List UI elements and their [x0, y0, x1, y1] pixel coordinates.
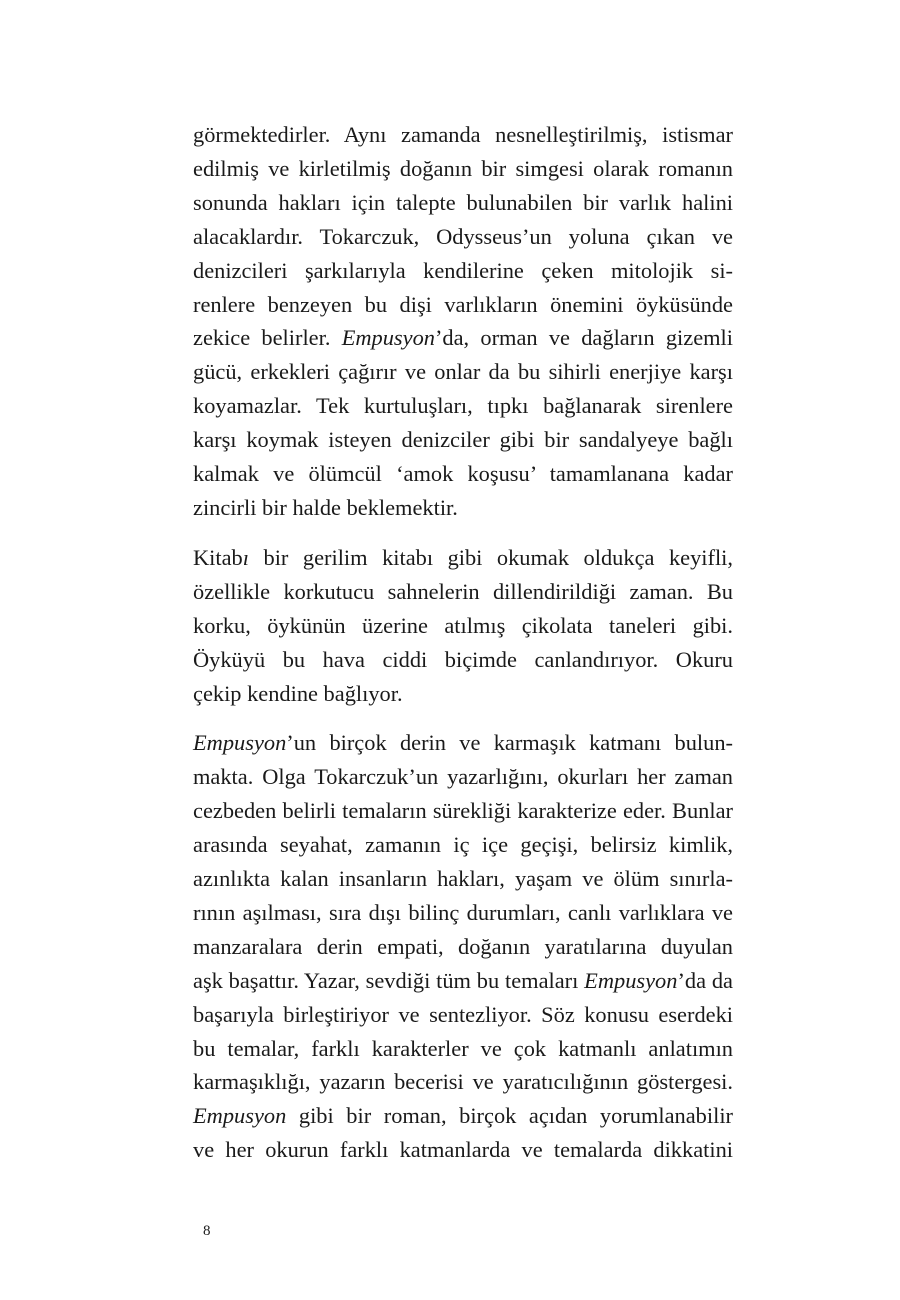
text-line — [193, 254, 733, 288]
italic-text: Empusyon — [341, 325, 435, 351]
text-line — [193, 541, 733, 575]
text-segment: sonunda hakları için talepte bulunabilen bir varlık halini — [193, 189, 733, 215]
text-segment: edilmiş ve kirletilmiş doğanın bir simgesi olarak romanın — [193, 155, 733, 181]
text-line — [193, 896, 733, 930]
text-segment: ’un birçok derin ve karmaşık katmanı bulun- — [286, 730, 733, 756]
text-line — [193, 288, 733, 322]
italic-text: ı — [242, 544, 249, 570]
text-line — [193, 1032, 733, 1066]
italic-text: Empusyon — [584, 967, 678, 993]
body-text — [193, 118, 733, 1183]
text-segment: Öyküyü bu hava ciddi biçimde canlandırıyor. Okuru — [193, 646, 733, 672]
text-line — [193, 964, 733, 998]
text-segment: başarıyla birleştiriyor ve sentezliyor. Söz konusu eserdeki — [193, 1001, 733, 1027]
text-line — [193, 575, 733, 609]
text-line — [193, 1065, 733, 1099]
text-segment: çekip kendine bağlıyor. — [193, 680, 403, 706]
text-segment: rının aşılması, sıra dışı bilinç durumları, canlı varlıklara ve — [193, 899, 733, 925]
text-line — [193, 220, 733, 254]
text-line — [193, 491, 733, 525]
page-number: 8 — [203, 1223, 211, 1239]
text-segment: alacaklardır. Tokarczuk, Odysseus’un yoluna çıkan ve — [193, 223, 733, 249]
text-line — [193, 862, 733, 896]
text-segment: Kitab — [193, 544, 243, 570]
text-line — [193, 355, 733, 389]
paragraph — [193, 118, 733, 525]
text-segment: bu temalar, farklı karakterler ve çok katmanlı anlatımın — [193, 1035, 733, 1061]
text-segment: denizcileri şarkılarıyla kendilerine çeken mitolojik si- — [193, 257, 733, 283]
text-segment: karşı koymak isteyen denizciler gibi bir sandalyeye bağlı — [193, 427, 733, 453]
text-segment: makta. Olga Tokarczuk’un yazarlığını, okurları her zaman — [193, 764, 733, 790]
text-line — [193, 998, 733, 1032]
text-line — [193, 726, 733, 760]
text-segment: koyamazlar. Tek kurtuluşları, tıpkı bağlanarak sirenlere — [193, 393, 733, 419]
text-line — [193, 794, 733, 828]
text-line — [193, 609, 733, 643]
text-segment: özellikle korkutucu sahnelerin dillendirildiği zaman. Bu — [193, 578, 733, 604]
text-segment: ’da, orman ve dağların gizemli — [434, 325, 733, 351]
text-line — [193, 186, 733, 220]
text-segment: zincirli bir halde beklemektir. — [193, 494, 458, 520]
text-segment: gücü, erkekleri çağırır ve onlar da bu sihirli enerjiye karşı — [193, 359, 733, 385]
text-segment: renlere benzeyen bu dişi varlıkların önemini öyküsünde — [193, 291, 733, 317]
text-segment: azınlıkta kalan insanların hakları, yaşam ve ölüm sınırla- — [193, 866, 733, 892]
text-line — [193, 1099, 733, 1133]
text-segment: zekice belirler. — [193, 325, 342, 351]
text-segment: karmaşıklığı, yazarın becerisi ve yaratıcılığının göstergesi. — [193, 1069, 733, 1095]
text-segment: aşk başattır. Yazar, sevdiği tüm bu temaları — [193, 967, 585, 993]
text-line — [193, 930, 733, 964]
text-segment: korku, öykünün üzerine atılmış çikolata taneleri gibi. — [193, 612, 733, 638]
text-line — [193, 389, 733, 423]
text-line — [193, 423, 733, 457]
italic-text: Empusyon — [193, 730, 287, 756]
text-segment: cezbeden belirli temaların sürekliği karakterize eder. Bunlar — [193, 798, 733, 824]
text-line — [193, 828, 733, 862]
text-line — [193, 321, 733, 355]
paragraph — [193, 541, 733, 711]
text-line — [193, 677, 733, 711]
text-segment: ve her okurun farklı katmanlarda ve temalarda dikkatini — [193, 1137, 733, 1163]
text-segment: ’da da — [677, 967, 733, 993]
text-line — [193, 643, 733, 677]
text-segment: kalmak ve ölümcül ‘amok koşusu’ tamamlanana kadar — [193, 461, 733, 487]
text-segment: bir gerilim kitabı gibi okumak oldukça keyifli, — [248, 544, 733, 570]
text-line — [193, 760, 733, 794]
text-segment: manzaralara derin empati, doğanın yaratılarına duyulan — [193, 933, 733, 959]
text-segment: görmektedirler. Aynı zamanda nesnelleştirilmiş, istismar — [193, 122, 733, 147]
text-line — [193, 118, 733, 152]
paragraph — [193, 726, 733, 1167]
text-line — [193, 152, 733, 186]
text-segment: gibi bir roman, birçok açıdan yorumlanabilir — [286, 1103, 733, 1129]
text-line — [193, 457, 733, 491]
italic-text: Empusyon — [193, 1103, 287, 1129]
text-segment: arasında seyahat, zamanın iç içe geçişi, belirsiz kimlik, — [193, 832, 733, 858]
text-line — [193, 1133, 733, 1167]
